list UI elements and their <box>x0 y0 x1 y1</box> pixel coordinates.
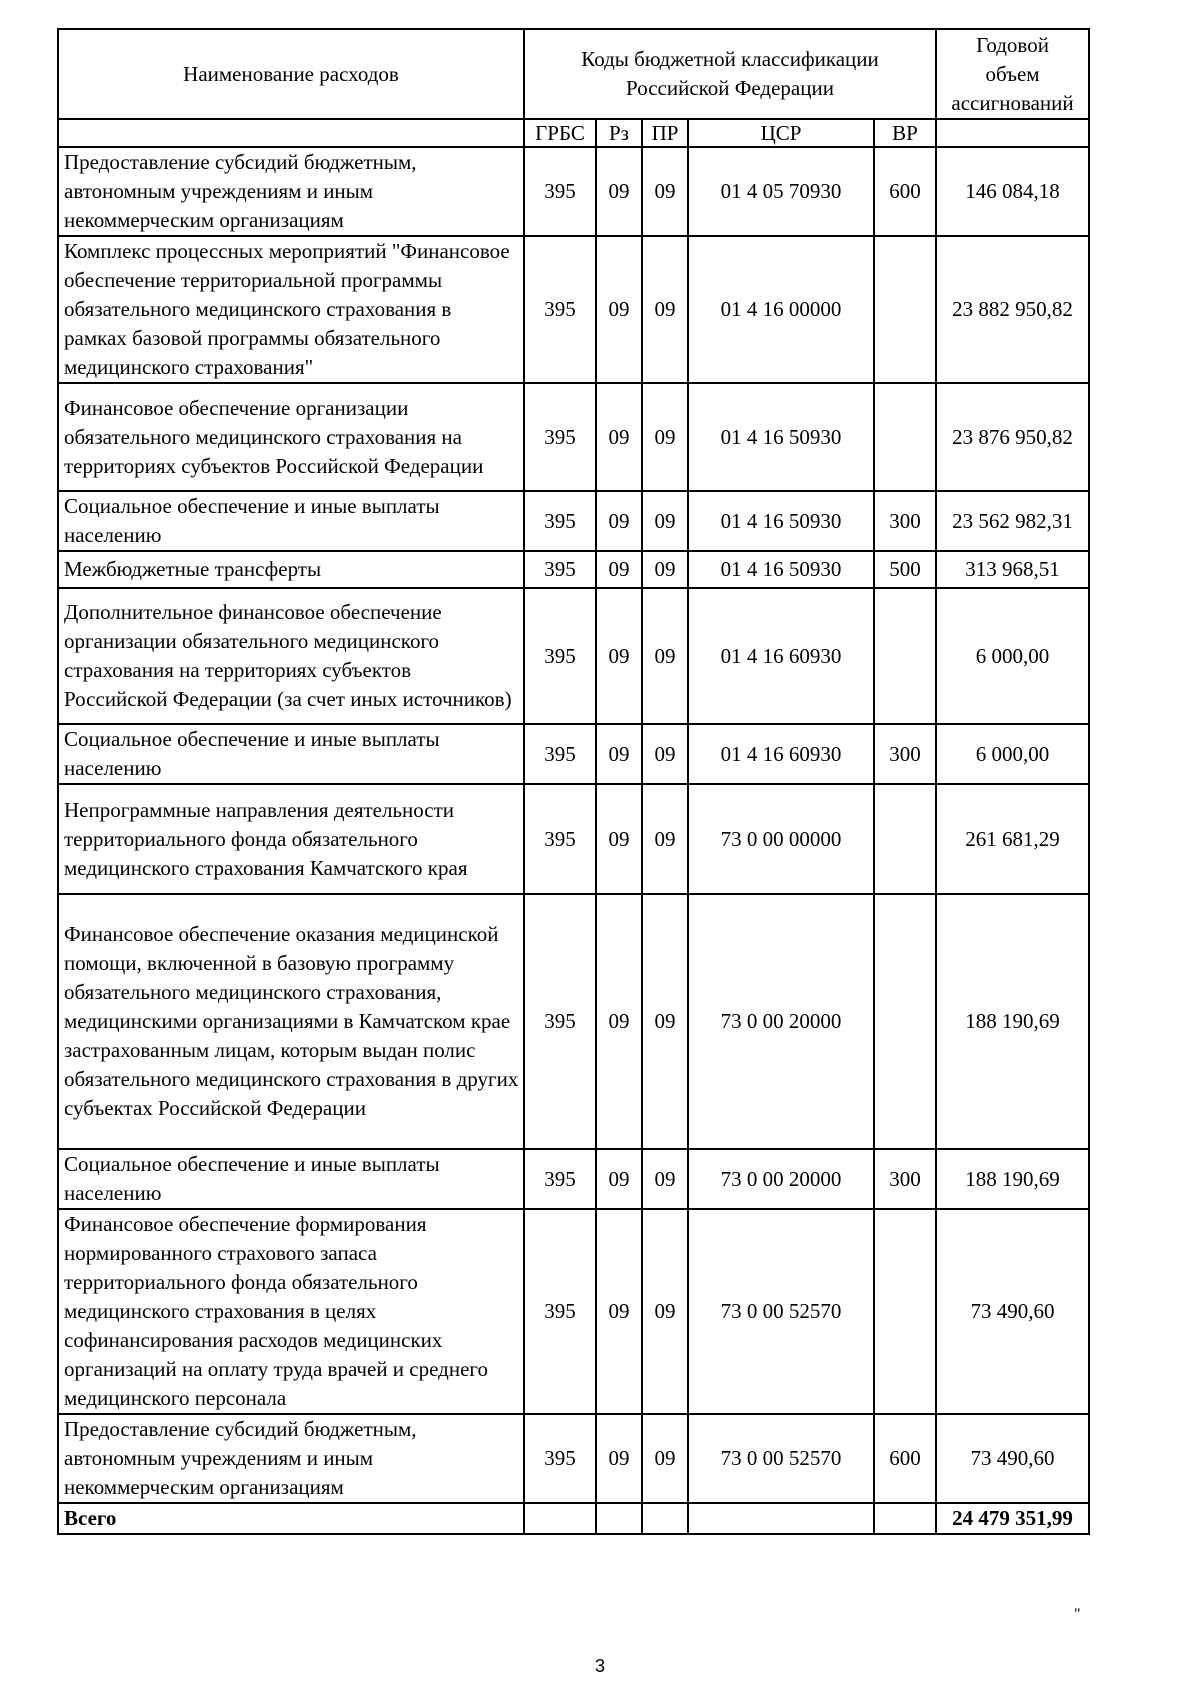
total-blank-cell <box>874 1503 936 1534</box>
header-annual <box>936 29 1089 119</box>
budget-table <box>57 28 1090 1535</box>
subheader-blank <box>58 119 524 147</box>
header-annual-line1: Годовой <box>976 32 1049 57</box>
subheader-rz: Рз <box>596 119 642 147</box>
table-row <box>58 894 1089 1149</box>
row-amount: 6 000,00 <box>936 724 1089 784</box>
row-csr: 01 4 05 70930 <box>688 147 874 236</box>
row-amount: 23 882 950,82 <box>936 236 1089 383</box>
total-amount: 24 479 351,99 <box>936 1503 1089 1534</box>
row-amount: 313 968,51 <box>936 551 1089 588</box>
row-vr <box>874 784 936 894</box>
header-name: Наименование расходов <box>58 29 524 119</box>
row-amount: 146 084,18 <box>936 147 1089 236</box>
total-blank-cell <box>524 1503 596 1534</box>
row-grbs: 395 <box>524 724 596 784</box>
table-row <box>58 491 1089 551</box>
row-rz: 09 <box>596 1209 642 1414</box>
row-grbs: 395 <box>524 147 596 236</box>
row-amount: 23 876 950,82 <box>936 383 1089 491</box>
row-pr: 09 <box>642 1414 688 1503</box>
row-vr <box>874 236 936 383</box>
row-name: Финансовое обеспечение формирования нормированного страхового запаса территориального фонда обязательного медицинского страхования в целях софинансирования расходов медицинских организаций на оплату труда врачей и среднего медицинского персонала <box>58 1209 524 1414</box>
row-vr: 300 <box>874 491 936 551</box>
row-vr: 300 <box>874 1149 936 1209</box>
row-rz: 09 <box>596 724 642 784</box>
row-grbs: 395 <box>524 491 596 551</box>
row-amount: 188 190,69 <box>936 894 1089 1149</box>
row-grbs: 395 <box>524 383 596 491</box>
row-name: Социальное обеспечение и иные выплаты населению <box>58 491 524 551</box>
row-csr: 01 4 16 50930 <box>688 383 874 491</box>
row-amount: 73 490,60 <box>936 1414 1089 1503</box>
row-vr: 500 <box>874 551 936 588</box>
row-csr: 01 4 16 00000 <box>688 236 874 383</box>
row-name: Комплекс процессных мероприятий "Финансовое обеспечение территориальной программы обязательного медицинского страхования в рамках базовой программы обязательного медицинского страхования" <box>58 236 524 383</box>
subheader-vr: ВР <box>874 119 936 147</box>
row-rz: 09 <box>596 491 642 551</box>
row-amount: 188 190,69 <box>936 1149 1089 1209</box>
row-name: Предоставление субсидий бюджетным, автономным учреждениям и иным некоммерческим организациям <box>58 147 524 236</box>
row-rz: 09 <box>596 894 642 1149</box>
table-row <box>58 1149 1089 1209</box>
total-label: Всего <box>58 1503 524 1534</box>
row-name: Социальное обеспечение и иные выплаты населению <box>58 1149 524 1209</box>
row-vr: 300 <box>874 724 936 784</box>
row-rz: 09 <box>596 784 642 894</box>
row-csr: 01 4 16 60930 <box>688 588 874 724</box>
row-csr: 73 0 00 52570 <box>688 1414 874 1503</box>
row-name: Финансовое обеспечение организации обязательного медицинского страхования на территориях субъектов Российской Федерации <box>58 383 524 491</box>
total-blank-cell <box>688 1503 874 1534</box>
table-row <box>58 147 1089 236</box>
row-grbs: 395 <box>524 894 596 1149</box>
row-grbs: 395 <box>524 588 596 724</box>
row-pr: 09 <box>642 383 688 491</box>
row-name: Межбюджетные трансферты <box>58 551 524 588</box>
row-pr: 09 <box>642 784 688 894</box>
row-pr: 09 <box>642 551 688 588</box>
total-row <box>58 1503 1089 1534</box>
row-vr <box>874 1209 936 1414</box>
page-number: 3 <box>594 1656 605 1676</box>
row-rz: 09 <box>596 383 642 491</box>
row-grbs: 395 <box>524 1414 596 1503</box>
row-csr: 01 4 16 50930 <box>688 551 874 588</box>
row-csr: 01 4 16 60930 <box>688 724 874 784</box>
row-csr: 73 0 00 20000 <box>688 894 874 1149</box>
row-vr <box>874 894 936 1149</box>
subheader-row <box>58 119 1089 147</box>
table-row <box>58 383 1089 491</box>
header-annual-line2: объем <box>985 61 1040 86</box>
subheader-csr: ЦСР <box>688 119 874 147</box>
header-codes: Коды бюджетной классификации Российской Федерации <box>524 29 936 119</box>
row-rz: 09 <box>596 147 642 236</box>
row-rz: 09 <box>596 1414 642 1503</box>
row-rz: 09 <box>596 588 642 724</box>
subheader-amount-blank <box>936 119 1089 147</box>
row-name: Непрограммные направления деятельности территориального фонда обязательного медицинского страхования Камчатского края <box>58 784 524 894</box>
header-row <box>58 29 1089 119</box>
row-grbs: 395 <box>524 784 596 894</box>
row-csr: 73 0 00 00000 <box>688 784 874 894</box>
row-rz: 09 <box>596 551 642 588</box>
row-name: Социальное обеспечение и иные выплаты населению <box>58 724 524 784</box>
row-rz: 09 <box>596 1149 642 1209</box>
total-blank-cell <box>596 1503 642 1534</box>
row-csr: 01 4 16 50930 <box>688 491 874 551</box>
row-pr: 09 <box>642 588 688 724</box>
closing-quote: " <box>1074 1606 1081 1623</box>
table-row <box>58 1209 1089 1414</box>
row-csr: 73 0 00 20000 <box>688 1149 874 1209</box>
table-row <box>58 588 1089 724</box>
row-grbs: 395 <box>524 1149 596 1209</box>
table-row <box>58 551 1089 588</box>
row-pr: 09 <box>642 1149 688 1209</box>
row-grbs: 395 <box>524 236 596 383</box>
table-row <box>58 724 1089 784</box>
row-vr: 600 <box>874 147 936 236</box>
row-pr: 09 <box>642 894 688 1149</box>
header-annual-line3: ассигнований <box>951 90 1074 115</box>
table-row <box>58 236 1089 383</box>
row-name: Предоставление субсидий бюджетным, автономным учреждениям и иным некоммерческим организациям <box>58 1414 524 1503</box>
row-vr <box>874 588 936 724</box>
row-grbs: 395 <box>524 1209 596 1414</box>
row-amount: 6 000,00 <box>936 588 1089 724</box>
row-rz: 09 <box>596 236 642 383</box>
row-pr: 09 <box>642 147 688 236</box>
subheader-grbs: ГРБС <box>524 119 596 147</box>
row-amount: 261 681,29 <box>936 784 1089 894</box>
subheader-pr: ПР <box>642 119 688 147</box>
total-blank-cell <box>642 1503 688 1534</box>
row-amount: 23 562 982,31 <box>936 491 1089 551</box>
row-pr: 09 <box>642 724 688 784</box>
row-name: Дополнительное финансовое обеспечение организации обязательного медицинского страхования на территориях субъектов Российской Федерации (за счет иных источников) <box>58 588 524 724</box>
row-pr: 09 <box>642 1209 688 1414</box>
row-name: Финансовое обеспечение оказания медицинской помощи, включенной в базовую программу обязательного медицинского страхования, медицинскими организациями в Камчатском крае застрахованным лицам, которым выдан полис обязательного медицинского страхования в других субъектах Российской Федерации <box>58 894 524 1149</box>
row-pr: 09 <box>642 491 688 551</box>
row-csr: 73 0 00 52570 <box>688 1209 874 1414</box>
table-row <box>58 784 1089 894</box>
row-pr: 09 <box>642 236 688 383</box>
row-vr: 600 <box>874 1414 936 1503</box>
row-vr <box>874 383 936 491</box>
table-row <box>58 1414 1089 1503</box>
row-grbs: 395 <box>524 551 596 588</box>
row-amount: 73 490,60 <box>936 1209 1089 1414</box>
